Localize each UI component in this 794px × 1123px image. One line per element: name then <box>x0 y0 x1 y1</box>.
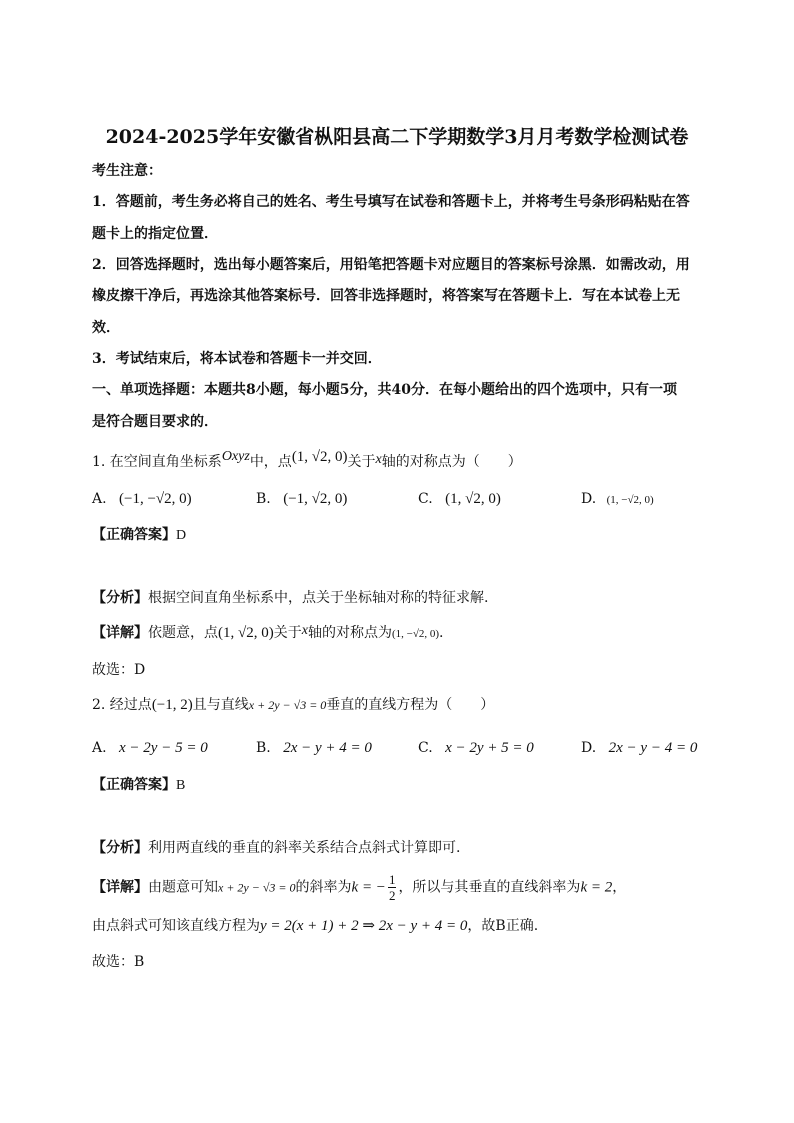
detail-point: (1, √2, 0) <box>218 625 274 641</box>
notice-line: 2．回答选择题时，选出每小题答案后，用铅笔把答题卡对应题目的答案标号涂黑．如需改动，用 <box>92 257 690 273</box>
analysis-text: 利用两直线的垂直的斜率关系结合点斜式计算即可. <box>148 840 461 856</box>
option-text: 2x − y + 4 = 0 <box>283 740 372 756</box>
option-text: 2x − y − 4 = 0 <box>608 740 698 756</box>
detail-text: 的斜率为 <box>295 879 352 896</box>
detail-text: 轴的对称点为 <box>307 625 392 641</box>
notice-line: 效． <box>92 320 120 336</box>
detail-line: x + 2y − √3 = 0 <box>218 880 296 895</box>
option-letter: A. <box>92 491 107 507</box>
detail-equation: y = 2(x + 1) + 2 ⇒ 2x − y + 4 = 0 <box>260 918 468 934</box>
option-letter: B. <box>256 740 271 756</box>
q2-choose: 故选：B <box>92 954 145 970</box>
q2-point: (−1, 2) <box>151 697 193 713</box>
option-text: (1, √2, 0) <box>445 491 501 507</box>
notice-line: 3．考试结束后，将本试卷和答题卡一并交回． <box>92 351 382 367</box>
option-text: (1, −√2, 0) <box>606 494 654 506</box>
question-1-stem <box>92 449 522 473</box>
q1-option-a <box>92 489 192 509</box>
q1-choose: 故选：D <box>92 662 146 678</box>
q2-prefix: 2. 经过点 <box>92 697 152 713</box>
detail-axis: x <box>301 623 308 638</box>
detail-text: 关于 <box>273 625 302 641</box>
option-letter: D. <box>581 491 597 507</box>
detail-text: ，所以与其垂直的直线斜率为 <box>398 879 581 896</box>
q2-line: x + 2y − √3 = 0 <box>248 698 327 712</box>
detail-text: 由点斜式可知该直线方程为 <box>92 918 260 934</box>
q2-suffix: 垂直的直线方程为（ ） <box>326 697 495 713</box>
q2-analysis <box>92 838 460 858</box>
q1-suffix: 轴的对称点为（ ） <box>381 454 522 470</box>
q1-mid: 中，点 <box>249 454 292 470</box>
q2-option-d <box>581 738 697 758</box>
analysis-tag: 【分析】 <box>92 590 148 606</box>
detail-tag: 【详解】 <box>92 879 148 896</box>
notice-line: 题卡上的指定位置． <box>92 226 218 242</box>
notice-line: 1．答题前，考生务必将自己的姓名、考生号填写在试卷和答题卡上，并将考生号条形码粘贴在答 <box>92 194 690 210</box>
detail-slope: k = − <box>351 879 386 896</box>
answer-tag: 【正确答案】 <box>92 777 176 793</box>
q1-analysis <box>92 588 488 608</box>
notice-heading: 考生注意： <box>92 163 162 179</box>
notice-line: 橡皮擦干净后，再选涂其他答案标号．回答非选择题时，将答案写在答题卡上．写在本试卷上无 <box>92 288 680 304</box>
option-text: (−1, −√2, 0) <box>119 491 192 507</box>
q2-answer <box>92 775 185 796</box>
analysis-tag: 【分析】 <box>92 840 148 856</box>
section-heading-cont: 是符合题目要求的． <box>92 414 218 430</box>
option-letter: C. <box>418 740 433 756</box>
q1-option-b <box>256 489 347 509</box>
detail-tag: 【详解】 <box>92 625 148 641</box>
option-letter: B. <box>256 491 271 507</box>
q1-option-d <box>581 489 654 510</box>
option-letter: D. <box>581 740 597 756</box>
answer-tag: 【正确答案】 <box>92 527 176 543</box>
option-letter: C. <box>418 491 433 507</box>
option-text: (−1, √2, 0) <box>283 491 348 507</box>
q1-point: (1, √2, 0) <box>291 449 348 465</box>
option-text: x − 2y + 5 = 0 <box>445 740 534 756</box>
q1-about: 关于 <box>347 454 376 470</box>
fraction-numerator: 1 <box>388 872 396 887</box>
option-text: x − 2y − 5 = 0 <box>119 740 208 756</box>
q1-option-c <box>418 489 501 509</box>
analysis-text: 根据空间直角坐标系中，点关于坐标轴对称的特征求解. <box>148 590 489 606</box>
option-letter: A. <box>92 740 107 756</box>
detail-text: 由题意可知 <box>148 879 218 896</box>
q2-detail <box>92 872 626 903</box>
fraction-denominator: 2 <box>388 888 396 903</box>
q1-answer <box>92 525 186 546</box>
answer-value: D <box>176 528 187 543</box>
q2-option-b <box>256 738 372 758</box>
section-heading: 一、单项选择题：本题共8小题，每小题5分，共40分．在每小题给出的四个选项中，只有一项 <box>92 382 677 398</box>
detail-text: ， <box>612 879 627 896</box>
q2-mid: 且与直线 <box>192 697 249 713</box>
q2-option-c <box>418 738 534 758</box>
q2-option-a <box>92 738 208 758</box>
question-2-stem <box>92 695 494 715</box>
q1-axis: x <box>375 452 382 467</box>
detail-result: (1, −√2, 0) <box>391 628 440 640</box>
slope-fraction <box>388 872 397 903</box>
detail-text: 依题意，点 <box>148 625 218 641</box>
q1-system: Oxyz <box>221 449 250 464</box>
page-title: 2024-2025学年安徽省枞阳县高二下学期数学3月月考数学检测试卷 <box>105 126 689 148</box>
detail-slope-perp: k = 2 <box>580 879 613 896</box>
q1-detail <box>92 623 443 644</box>
detail-text: . <box>439 625 444 641</box>
q2-detail-cont <box>92 916 538 936</box>
detail-text: ，故B正确. <box>467 918 539 934</box>
q1-prefix: 1. 在空间直角坐标系 <box>92 454 222 470</box>
answer-value: B <box>176 778 186 793</box>
